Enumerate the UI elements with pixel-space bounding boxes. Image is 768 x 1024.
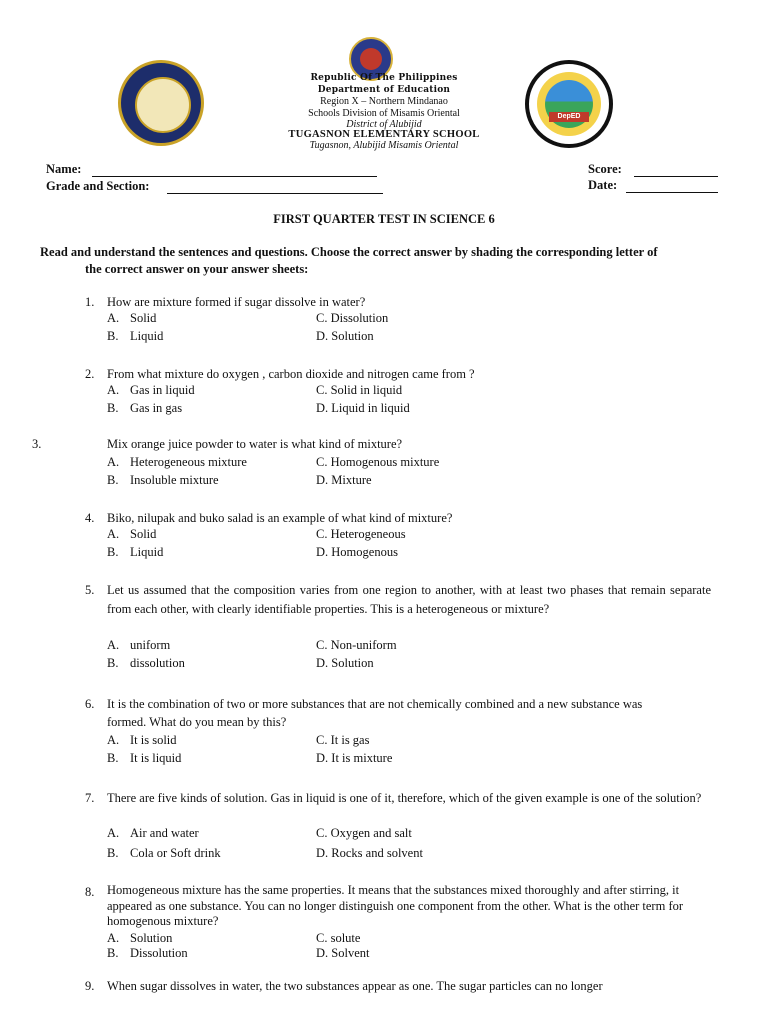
option-d[interactable]: D. Solution bbox=[316, 656, 374, 670]
question-4: 4. Biko, nilupak and buko salad is an example of what kind of mixture? bbox=[85, 511, 453, 525]
name-field[interactable] bbox=[92, 176, 377, 177]
score-field[interactable] bbox=[634, 176, 718, 177]
option-c[interactable]: C. Oxygen and salt bbox=[316, 826, 412, 840]
option-c[interactable]: C. Heterogeneous bbox=[316, 527, 406, 541]
option-a[interactable]: A. Heterogeneous mixture bbox=[107, 455, 247, 469]
instructions-line-2: the correct answer on your answer sheets: bbox=[85, 262, 309, 276]
option-c[interactable]: C. Solid in liquid bbox=[316, 383, 403, 397]
question-9: 9. When sugar dissolves in water, the two substances appear as one. The sugar particles can no longer bbox=[85, 979, 603, 993]
header-department: Department of Education bbox=[317, 85, 451, 95]
option-a[interactable]: A. Solid bbox=[107, 311, 157, 325]
option-c[interactable]: C. It is gas bbox=[316, 733, 370, 747]
question-1: 1. How are mixture formed if sugar dissolve in water? bbox=[85, 295, 366, 309]
option-b[interactable]: B. Dissolution bbox=[107, 946, 188, 960]
option-a[interactable]: A. Solid bbox=[107, 527, 157, 541]
date-field[interactable] bbox=[626, 192, 718, 193]
option-b[interactable]: B. Cola or Soft drink bbox=[107, 846, 221, 860]
grade-section-field[interactable] bbox=[167, 193, 383, 194]
header-region: Region X – Northern Mindanao bbox=[320, 96, 448, 107]
option-b[interactable]: B. It is liquid bbox=[107, 751, 182, 765]
name-label: Name: bbox=[46, 162, 82, 176]
option-b[interactable]: B. Liquid bbox=[107, 329, 164, 343]
question-3-text: Mix orange juice powder to water is what kind of mixture? bbox=[107, 437, 403, 451]
alubijid-east-district-seal-icon bbox=[118, 60, 204, 146]
header-republic: Republic Of The Philippines bbox=[310, 73, 458, 83]
option-a[interactable]: A. Gas in liquid bbox=[107, 383, 195, 397]
option-d[interactable]: D. Rocks and solvent bbox=[316, 846, 423, 860]
option-c[interactable]: C. Dissolution bbox=[316, 311, 389, 325]
option-a[interactable]: A. uniform bbox=[107, 638, 171, 652]
option-d[interactable]: D. It is mixture bbox=[316, 751, 393, 765]
score-label: Score: bbox=[588, 162, 622, 176]
option-d[interactable]: D. Solution bbox=[316, 329, 374, 343]
question-6: 6. It is the combination of two or more substances that are not chemically combined and a new substance was formed. What do you mean by this? bbox=[85, 697, 643, 729]
option-d[interactable]: D. Mixture bbox=[316, 473, 372, 487]
option-c[interactable]: C. Non-uniform bbox=[316, 638, 397, 652]
test-title: FIRST QUARTER TEST IN SCIENCE 6 bbox=[273, 212, 495, 226]
option-c[interactable]: C. Homogenous mixture bbox=[316, 455, 440, 469]
question-3-number: 3. bbox=[32, 437, 42, 451]
header-school: TUGASNON ELEMENTARY SCHOOL bbox=[288, 129, 480, 140]
option-a[interactable]: A. Solution bbox=[107, 931, 173, 945]
header-district: District of Alubijid bbox=[346, 119, 422, 130]
option-a[interactable]: A. Air and water bbox=[107, 826, 199, 840]
option-d[interactable]: D. Liquid in liquid bbox=[316, 401, 410, 415]
grade-section-label: Grade and Section: bbox=[46, 179, 150, 193]
header-address: Tugasnon, Alubijid Misamis Oriental bbox=[309, 140, 459, 151]
option-c[interactable]: C. solute bbox=[316, 931, 361, 945]
question-7: 7. There are five kinds of solution. Gas in liquid is one of it, therefore, which of the given example is one of the solution? bbox=[85, 791, 702, 805]
header-division: Schools Division of Misamis Oriental bbox=[308, 108, 460, 119]
option-b[interactable]: B. Liquid bbox=[107, 545, 164, 559]
option-b[interactable]: B. Gas in gas bbox=[107, 401, 183, 415]
option-b[interactable]: B. Insoluble mixture bbox=[107, 473, 219, 487]
question-5: 5. Let us assumed that the composition varies from one region to another, with at least two phases that remain separate from each other, with clearly identifiable properties. This is a heterogeneous or mixture? bbox=[85, 583, 711, 616]
option-d[interactable]: D. Solvent bbox=[316, 946, 370, 960]
instructions-line-1: Read and understand the sentences and questions. Choose the correct answer by shading the corresponding letter of bbox=[40, 245, 658, 259]
question-8: 8. Homogeneous mixture has the same properties. It means that the substances mixed thoroughly and after stirring, it appeared as one substance. You can no longer distinguish one component from the other. What is the other term for homogenous mixture? bbox=[85, 883, 684, 928]
option-d[interactable]: D. Homogenous bbox=[316, 545, 398, 559]
question-2: 2. From what mixture do oxygen , carbon dioxide and nitrogen came from ? bbox=[85, 367, 475, 381]
deped-tag: DepED bbox=[549, 112, 589, 122]
option-a[interactable]: A. It is solid bbox=[107, 733, 177, 747]
date-label: Date: bbox=[588, 178, 618, 192]
instructions bbox=[40, 244, 730, 278]
option-b[interactable]: B. dissolution bbox=[107, 656, 185, 670]
